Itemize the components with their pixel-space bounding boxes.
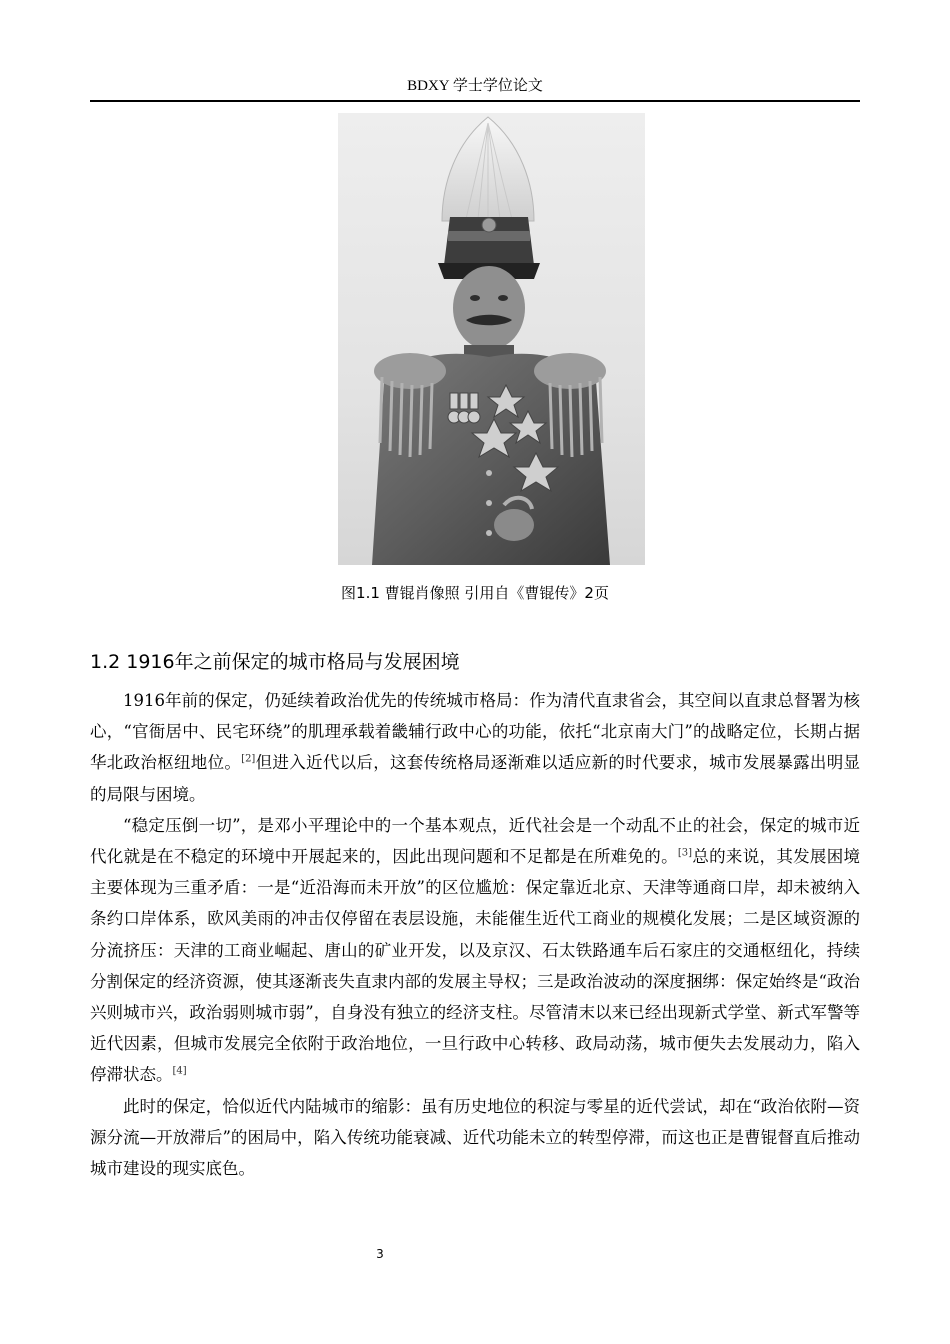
header-rule bbox=[90, 100, 860, 102]
citation-marker: [4] bbox=[172, 1065, 187, 1077]
page-number: 3 bbox=[376, 1247, 384, 1261]
paragraph bbox=[90, 810, 860, 1091]
citation-marker: [3] bbox=[677, 847, 693, 859]
paragraph-text: 此时的保定，恰似近代内陆城市的缩影：虽有历史地位的积淀与零星的近代尝试，却在“政治依附—资源分流—开放滞后”的困局中，陷入传统功能衰减、近代功能未立的转型停滞，而这也正是曹锟督直后推动城市建设的现实底色。 bbox=[90, 1096, 860, 1179]
citation-marker: [2] bbox=[241, 753, 256, 765]
paragraph-text: 但进入近代以后，这套传统格局逐渐难以适应新的时代要求，城市发展暴露出明显的局限与困境。 bbox=[90, 753, 861, 804]
paragraph-text: 1916年前的保定，仍延续着政治优先的传统城市格局：作为清代直隶省会，其空间以直隶总督署为核心，“官衙居中、民宅环绕”的肌理承载着畿辅行政中心的功能，依托“北京南大门”的战略定位，长期占据华北政治枢纽地位。 bbox=[90, 691, 860, 773]
running-header: BDXY 学士学位论文 bbox=[407, 78, 543, 94]
paragraph bbox=[90, 685, 860, 810]
paragraph-text: “稳定压倒一切”，是邓小平理论中的一个基本观点，近代社会是一个动乱不止的社会，保定的城市近代化就是在不稳定的环境中开展起来的，因此出现问题和不足都是在所难免的。 bbox=[90, 815, 860, 867]
portrait-photo bbox=[338, 113, 645, 565]
paragraph bbox=[90, 1091, 860, 1185]
paragraph-text: 总的来说，其发展困境主要体现为三重矛盾：一是“近沿海而未开放”的区位尴尬：保定靠近北京、天津等通商口岸，却未被纳入条约口岸体系，欧风美雨的冲击仅停留在表层设施，未能催生近代工商业的规模化发展；二是区域资源的分流挤压：天津的工商业崛起、唐山的矿业开发，以及京汉、石太铁路通车后石家庄的交通枢纽化，持续分割保定的经济资源，使其逐渐丧失直隶内部的发展主导权；三是政治波动的深度捆绑：保定始终是“政治兴则城市兴，政治弱则城市弱”，自身没有独立的经济支柱。尽管清末以来已经出现新式学堂、新式军警等近代因素，但城市发展完全依附于政治地位，一旦行政中心转移、政局动荡，城市便失去发展动力，陷入停滞状态。 bbox=[90, 847, 861, 1085]
figure-caption: 图1.1 曹锟肖像照 引用自《曹锟传》2页 bbox=[341, 584, 609, 602]
section-body bbox=[90, 685, 860, 1184]
section-heading: 1.2 1916年之前保定的城市格局与发展困境 bbox=[90, 651, 460, 673]
portrait-photo-icon bbox=[338, 113, 645, 565]
